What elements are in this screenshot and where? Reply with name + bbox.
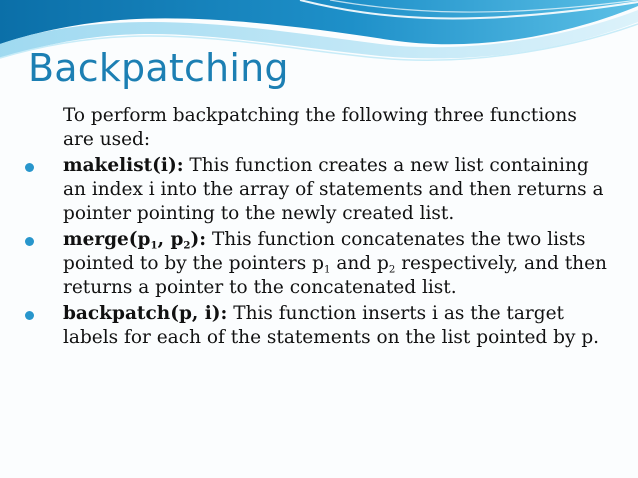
list-item-merge — [0, 228, 638, 300]
term-merge: $merge(p_1$, $p_2$): — [63, 229, 207, 252]
list-item-makelist — [0, 154, 638, 226]
list-item-backpatch — [0, 302, 638, 350]
term-makelist: makelist(i): — [63, 155, 184, 176]
term-backpatch: backpatch(p, i): — [63, 303, 228, 324]
slide-title: Backpatching — [28, 46, 289, 90]
slide-body — [0, 104, 638, 352]
description-backpatch: This function inserts i as the target labels for each of the statements on the list pointed by p. — [63, 303, 600, 348]
bullet-icon — [25, 163, 34, 172]
description-merge: This function concatenates the two lists pointed to by the pointers $p_1$ and $p_2$ respectively, and then returns a pointer to the concatenated list. — [63, 229, 607, 298]
bullet-icon — [25, 237, 34, 246]
bullet-icon — [25, 311, 34, 320]
intro-text: To perform backpatching the following three functions are used: — [63, 105, 577, 150]
description-makelist: This function creates a new list containing an index i into the array of statements and then returns a pointer pointing to the newly created list. — [63, 155, 604, 224]
